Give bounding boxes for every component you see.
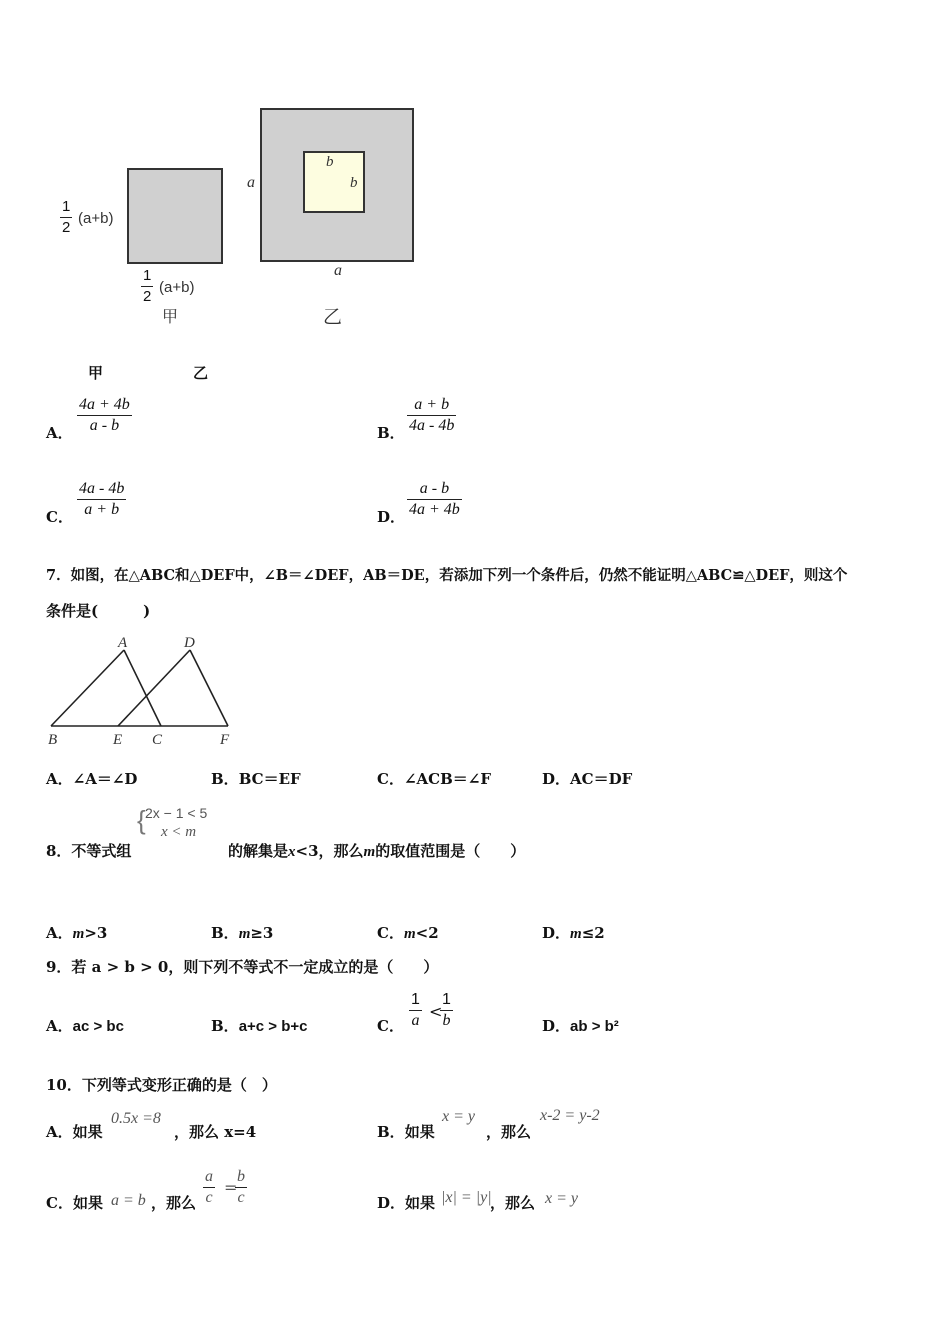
q7-label-b: B <box>48 732 58 748</box>
q8-option-d: D．m≤2 <box>542 924 605 942</box>
q9-option-c-op: < <box>429 1002 443 1021</box>
q9-option-c-label: C． <box>377 1017 404 1035</box>
q10-option-a: A．如果 <box>46 1123 103 1141</box>
q7-option-c: C．∠ACB＝∠F <box>377 770 491 788</box>
q7-stem-line1: 7．如图，在△ABC和△DEF中，∠B＝∠DEF，AB＝DE，若添加下列一个条件后，仍然不能证明△ABC≌△DEF，则这个 <box>46 567 848 584</box>
q9-option-a: A．ac > bc <box>46 1017 124 1035</box>
q9-option-c-frac1: $\frac{1}{a}$ <box>411 991 420 1029</box>
q6-option-c-fraction: $\frac{4a - 4b}{a + b}$ <box>79 480 125 518</box>
q10-option-b: B．如果 <box>377 1123 435 1141</box>
q6-option-c-label: C． <box>46 508 73 526</box>
q8-option-b: B．m≥3 <box>211 924 274 942</box>
q7-label-e: E <box>113 732 123 748</box>
q7-stem-line2: 条件是( ) <box>46 602 151 620</box>
q6-option-b-label: B． <box>377 424 405 442</box>
q10-stem: 10．下列等式变形正确的是（ ） <box>46 1076 277 1094</box>
q6-option-d-fraction: $\frac{a - b}{4a + 4b}$ <box>409 480 460 518</box>
q6-option-a-fraction: $\frac{4a + 4b}{a - b}$ <box>79 396 130 434</box>
q8-option-c: C．m<2 <box>377 924 439 942</box>
q10-option-b-mid: ，那么 <box>486 1123 532 1141</box>
q10-option-c-eq: = <box>224 1178 238 1197</box>
q10-option-d: D．如果 <box>377 1194 436 1212</box>
jia-bottom-label: (a+b) <box>159 279 195 296</box>
q10-option-c: C．如果 <box>46 1194 103 1212</box>
yi-left-label: a <box>247 174 255 191</box>
q6-option-b-fraction: $\frac{a + b}{4a - 4b}$ <box>409 396 455 434</box>
q7-label-c: C <box>152 732 163 748</box>
q8-option-a: A．m>3 <box>46 924 108 942</box>
q10-option-b-math2: x-2 = y-2 <box>540 1107 600 1124</box>
q9-option-b: B．a+c > b+c <box>211 1017 308 1035</box>
q8-brace: { <box>137 805 146 835</box>
q7-option-a: A．∠A＝∠D <box>46 770 138 788</box>
q9-stem: 9．若 a > b > 0，则下列不等式不一定成立的是（ ） <box>46 958 439 976</box>
q10-option-d-math1: |x| = |y| <box>441 1189 492 1206</box>
q8-system-line1: 2x − 1 < 5 <box>145 805 208 821</box>
yi-caption: 乙 <box>323 307 343 328</box>
jia-caption: 甲 <box>162 309 179 326</box>
q8-suffix: 的解集是x<3，那么m的取值范围是（ ） <box>228 842 526 860</box>
jia-bottom-half: $\frac{1}{2}$ <box>143 267 152 305</box>
q7-option-d: D．AC＝DF <box>542 770 633 788</box>
q7-triangle-figure <box>40 630 240 750</box>
jia-left-label: (a+b) <box>78 210 114 227</box>
q10-option-c-frac-a: $\frac{a}{c}$ <box>205 1168 213 1206</box>
q10-option-b-math1: x = y <box>442 1108 475 1125</box>
q7-option-b: B．BC＝EF <box>211 770 301 788</box>
q10-option-c-mid: ，那么 <box>151 1194 197 1212</box>
q6-caption-yi: 乙 <box>193 364 209 382</box>
q6-option-d-label: D． <box>377 508 406 526</box>
q10-option-c-math1: a = b <box>111 1192 146 1209</box>
q8-system-line2: x < m <box>161 824 197 840</box>
yi-bottom-label: a <box>334 262 342 279</box>
q9-option-d: D．ab > b² <box>542 1017 619 1035</box>
q10-option-a-math: 0.5x =8 <box>111 1110 161 1127</box>
q10-option-d-mid: ，那么 <box>490 1194 536 1212</box>
q10-option-a-post: ，那么 x=4 <box>174 1123 257 1141</box>
q10-option-d-math2: x = y <box>545 1190 578 1207</box>
q7-label-f: F <box>220 732 230 748</box>
q10-option-c-frac-b: $\frac{b}{c}$ <box>237 1168 245 1206</box>
yi-inner-right-label: b <box>350 175 358 191</box>
q8-prefix: 8．不等式组 <box>46 842 132 860</box>
jia-left-half: $\frac{1}{2}$ <box>62 198 71 236</box>
q7-label-d: D <box>184 635 195 651</box>
jia-square <box>127 168 223 264</box>
q9-option-c-frac2: $\frac{1}{b}$ <box>442 991 451 1029</box>
q6-option-a-label: A． <box>46 424 73 442</box>
yi-inner-top-label: b <box>326 154 334 170</box>
q6-caption-jia: 甲 <box>88 364 104 382</box>
q7-label-a: A <box>118 635 128 651</box>
